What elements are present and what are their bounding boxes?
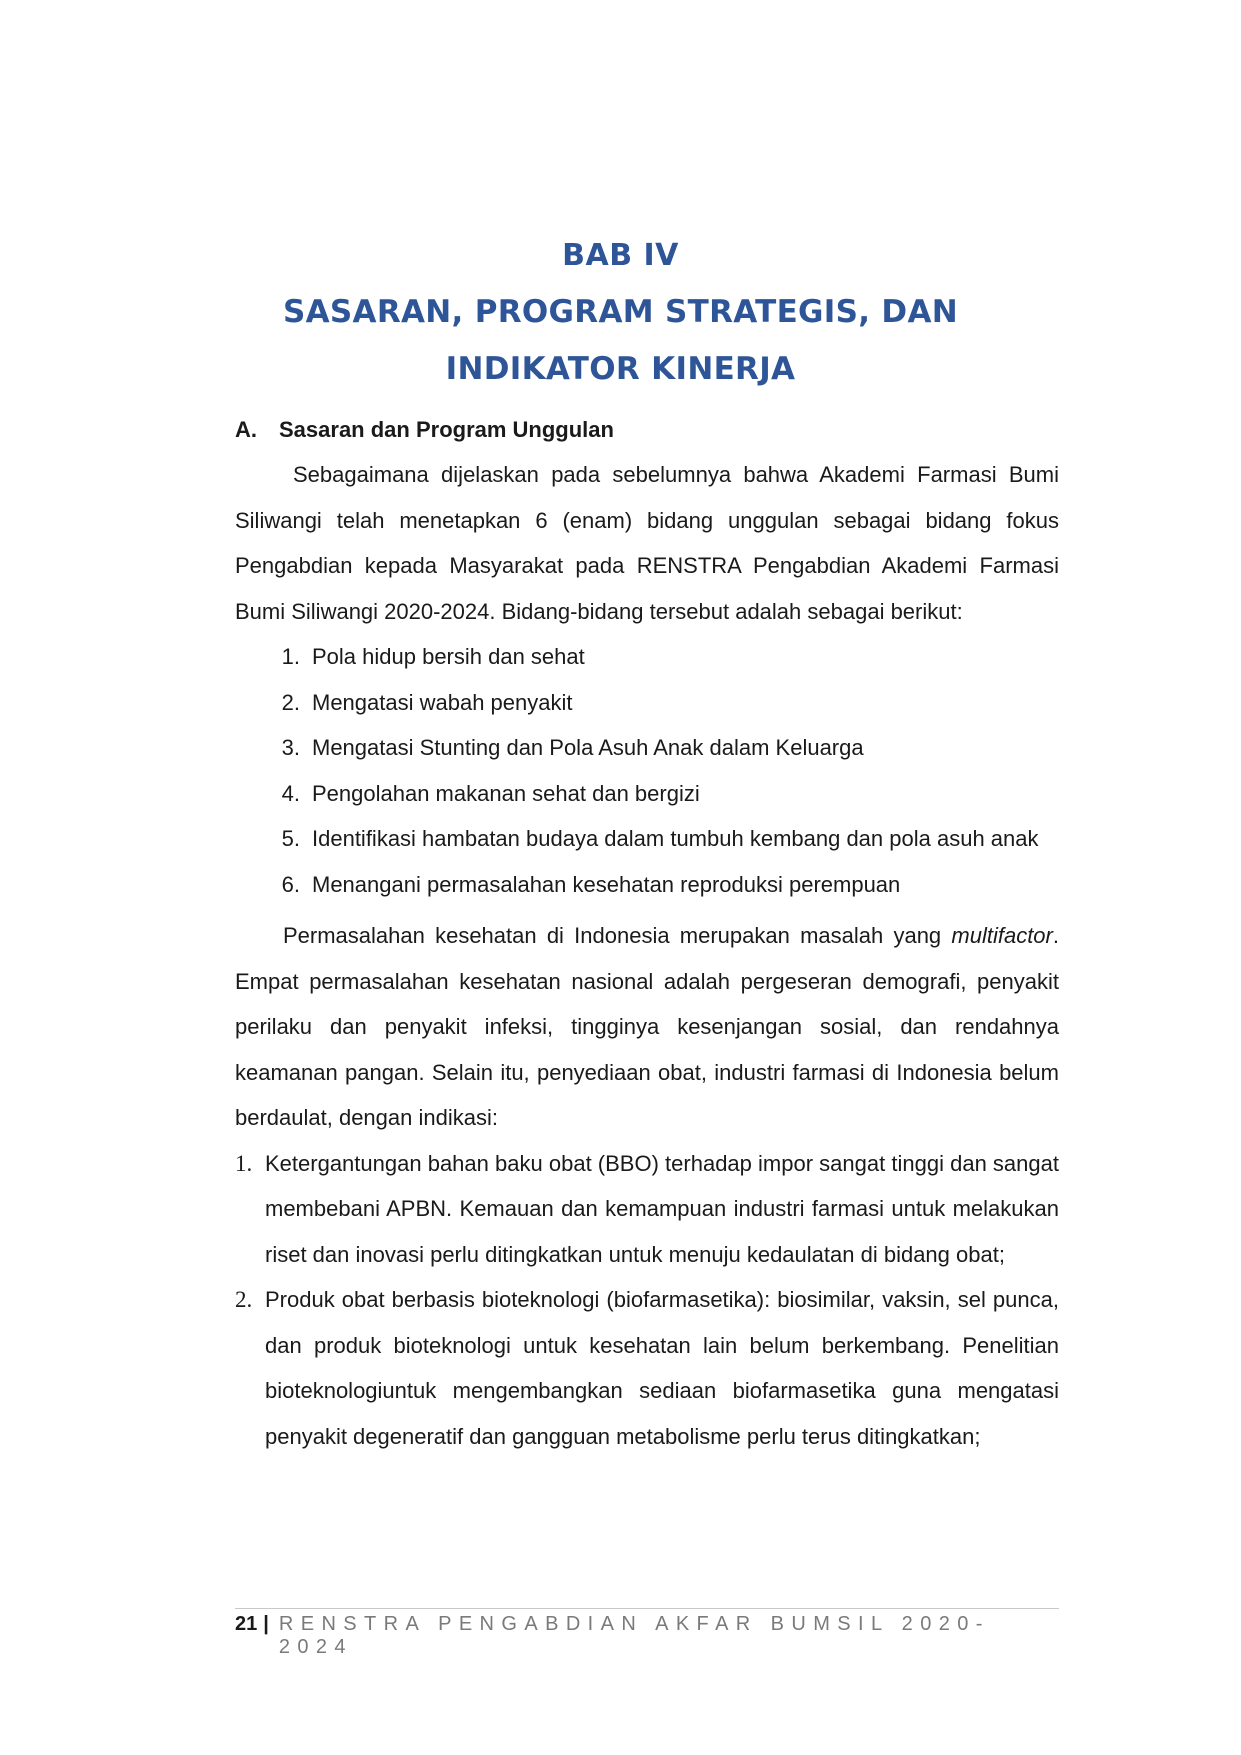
list-item-text: Produk obat berbasis bioteknologi (biofarmasetika): biosimilar, vaksin, sel punca, dan produk bioteknologi untuk kesehatan lain belum berkembang. Penelitian bioteknologiuntuk mengembangkan sediaan biofarmasetika guna mengatasi penyakit degeneratif dan gangguan metabolisme perlu terus ditingkatkan; bbox=[265, 1287, 1059, 1449]
list-item bbox=[235, 725, 1059, 771]
list-item bbox=[235, 1277, 1059, 1459]
chapter-body bbox=[235, 408, 1059, 1459]
list-item-number: 3. bbox=[281, 735, 300, 760]
list-item-text: Identifikasi hambatan budaya dalam tumbuh kembang dan pola asuh anak bbox=[312, 826, 1039, 851]
list-item-text: Mengatasi wabah penyakit bbox=[312, 689, 573, 715]
section-letter: A. bbox=[235, 417, 257, 442]
chapter-title-line-2: INDIKATOR KINERJA bbox=[445, 351, 796, 387]
focus-fields-list bbox=[235, 634, 1059, 907]
section-heading bbox=[235, 408, 1059, 452]
problem-paragraph-italic: multifactor bbox=[951, 923, 1053, 948]
list-item-number: 4. bbox=[281, 780, 300, 806]
list-item bbox=[235, 1141, 1059, 1278]
list-item-text: Pola hidup bersih dan sehat bbox=[312, 644, 585, 669]
list-item bbox=[235, 680, 1059, 726]
list-item-text: Menangani permasalahan kesehatan reproduksi perempuan bbox=[312, 871, 901, 897]
problem-paragraph-end: . Empat permasalahan kesehatan nasional adalah pergeseran demografi, penyakit perilaku dan penyakit infeksi, tingginya kesenjangan sosial, dan rendahnya keamanan pangan. Selain itu, penyediaan obat, industri farmasi di Indonesia belum berdaulat, dengan indikasi: bbox=[235, 923, 1059, 1130]
list-item-number: 5. bbox=[281, 826, 300, 851]
list-item-number: 1. bbox=[235, 1150, 253, 1176]
list-item bbox=[235, 862, 1059, 908]
list-item-number: 1. bbox=[281, 644, 300, 669]
list-item-text: Pengolahan makanan sehat dan bergizi bbox=[312, 780, 700, 806]
page-footer bbox=[235, 1608, 1059, 1659]
footer-document-title: RENSTRA PENGABDIAN AKFAR BUMSIL 2020-2024 bbox=[278, 1613, 990, 1658]
list-item-text: Mengatasi Stunting dan Pola Asuh Anak dalam Keluarga bbox=[312, 735, 864, 760]
problem-paragraph bbox=[235, 913, 1059, 1141]
page-number: 21 bbox=[235, 1613, 258, 1635]
section-heading-text: Sasaran dan Program Unggulan bbox=[279, 417, 614, 442]
list-item bbox=[235, 634, 1059, 680]
indications-list bbox=[235, 1141, 1059, 1460]
footer-separator: | bbox=[263, 1613, 269, 1635]
list-item-number: 2. bbox=[281, 689, 300, 715]
list-item-text: Ketergantungan bahan baku obat (BBO) terhadap impor sangat tinggi dan sangat membebani APBN. Kemauan dan kemampuan industri farmasi untuk melakukan riset dan inovasi perlu ditingkatkan untuk menuju kedaulatan di bidang obat; bbox=[265, 1150, 1059, 1267]
intro-paragraph: Sebagaimana dijelaskan pada sebelumnya bahwa Akademi Farmasi Bumi Siliwangi telah menetapkan 6 (enam) bidang unggulan sebagai bidang fokus Pengabdian kepada Masyarakat pada RENSTRA Pengabdian Akademi Farmasi Bumi Siliwangi 2020-2024. Bidang-bidang tersebut adalah sebagai berikut: bbox=[235, 462, 1059, 624]
problem-paragraph-start: Permasalahan kesehatan di Indonesia merupakan masalah yang bbox=[283, 923, 952, 948]
list-item-number: 2. bbox=[235, 1287, 253, 1312]
list-item-number: 6. bbox=[281, 871, 300, 897]
chapter-title-block bbox=[0, 228, 1241, 398]
chapter-label: BAB IV bbox=[562, 238, 679, 273]
list-item bbox=[235, 771, 1059, 817]
chapter-title-line-1: SASARAN, PROGRAM STRATEGIS, DAN bbox=[283, 294, 958, 330]
list-item bbox=[235, 816, 1059, 862]
